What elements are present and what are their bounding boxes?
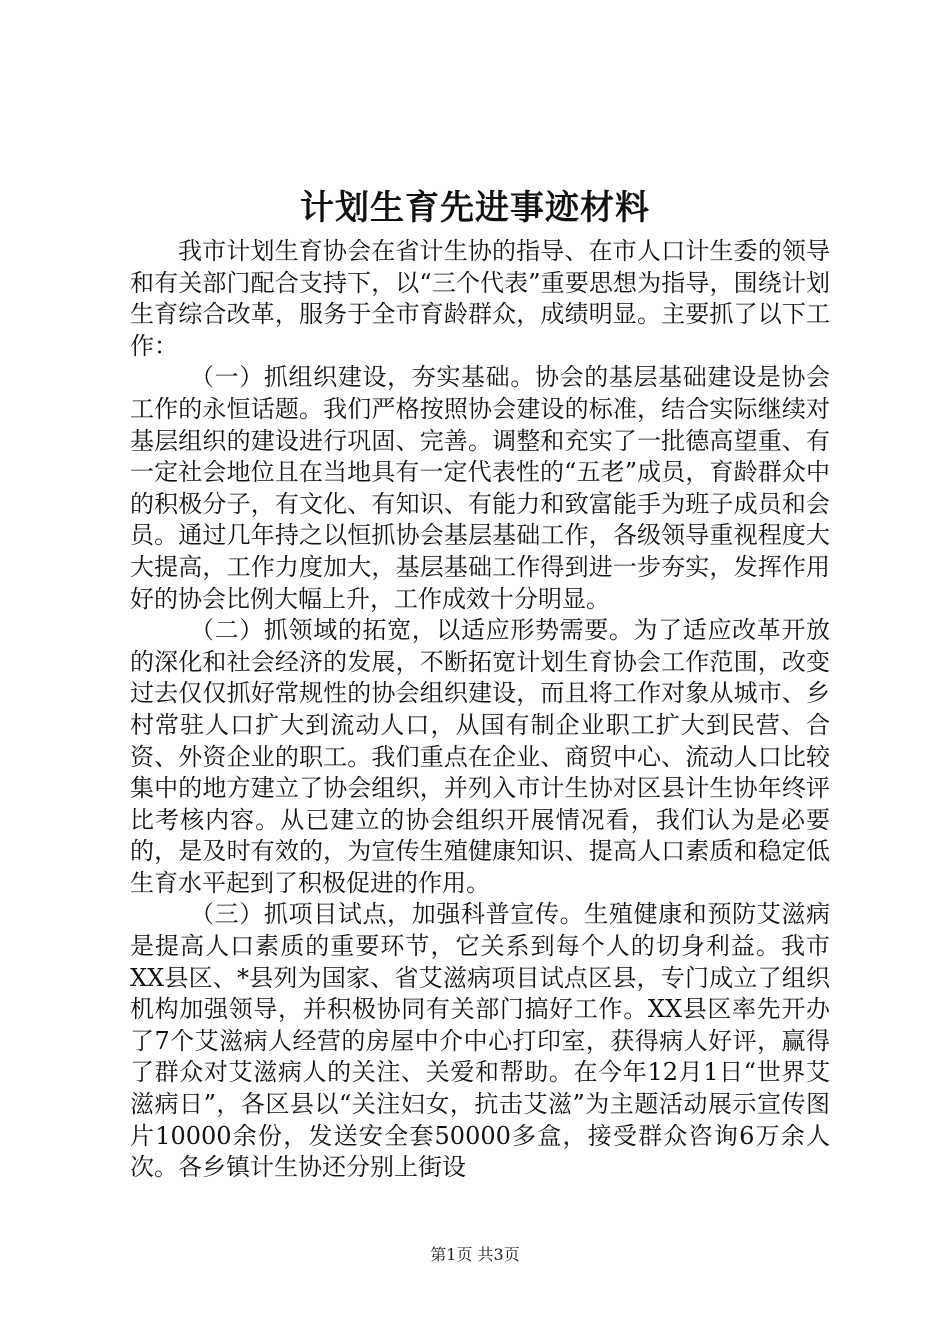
paragraph-intro: 我市计划生育协会在省计生协的指导、在市人口计生委的领导和有关部门配合支持下，以“三个代表”重要思想为指导，围绕计划生育综合改革，服务于全市育龄群众，成绩明显。主要抓了以下工作： — [130, 237, 830, 360]
page-number: 第1页 共3页 — [430, 1245, 520, 1264]
paragraph-section-2: （二）抓领域的拓宽，以适应形势需要。为了适应改革开放的深化和社会经济的发展，不断拓宽计划生育协会工作范围，改变过去仅仅抓好常规性的协会组织建设，而且将工作对象从城市、乡村常驻人口扩大到流动人口，从国有制企业职工扩大到民营、合资、外资企业的职工。我们重点在企业、商贸中心、流动人口比较集中的地方建立了协会组织，并列入市计生协对区县计生协年终评比考核内容。从已建立的协会组织开展情况看，我们认为是必要的，是及时有效的，为宣传生殖健康知识、提高人口素质和稳定低生育水平起到了积极促进的作用。 — [130, 616, 830, 897]
paragraph-section-1: （一）抓组织建设，夯实基础。协会的基层基础建设是协会工作的永恒话题。我们严格按照协会建设的标准，结合实际继续对基层组织的建设进行巩固、完善。调整和充实了一批德高望重、有一定社会地位且在当地具有一定代表性的“五老”成员，育龄群众中的积极分子，有文化、有知识、有能力和致富能手为班子成员和会员。通过几年持之以恒抓协会基层基础工作，各级领导重视程度大大提高，工作力度加大，基层基础工作得到进一步夯实，发挥作用好的协会比例大幅上升，工作成效十分明显。 — [130, 363, 830, 613]
document-body — [130, 236, 830, 1184]
document-title: 计划生育先进事迹材料 — [300, 188, 650, 228]
paragraph-section-3: （三）抓项目试点，加强科普宣传。生殖健康和预防艾滋病是提高人口素质的重要环节，它关系到每个人的切身利益。我市XX县区、*县列为国家、省艾滋病项目试点区县，专门成立了组织机构加强领导，并积极协同有关部门搞好工作。XX县区率先开办了7个艾滋病人经营的房屋中介中心打印室，获得病人好评，赢得了群众对艾滋病人的关注、关爱和帮助。在今年12月1日“世界艾滋病日”，各区县以“关注妇女，抗击艾滋”为主题活动展示宣传图片10000余份，发送安全套50000多盒，接受群众咨询6万余人次。各乡镇计生协还分别上街设 — [130, 900, 830, 1182]
